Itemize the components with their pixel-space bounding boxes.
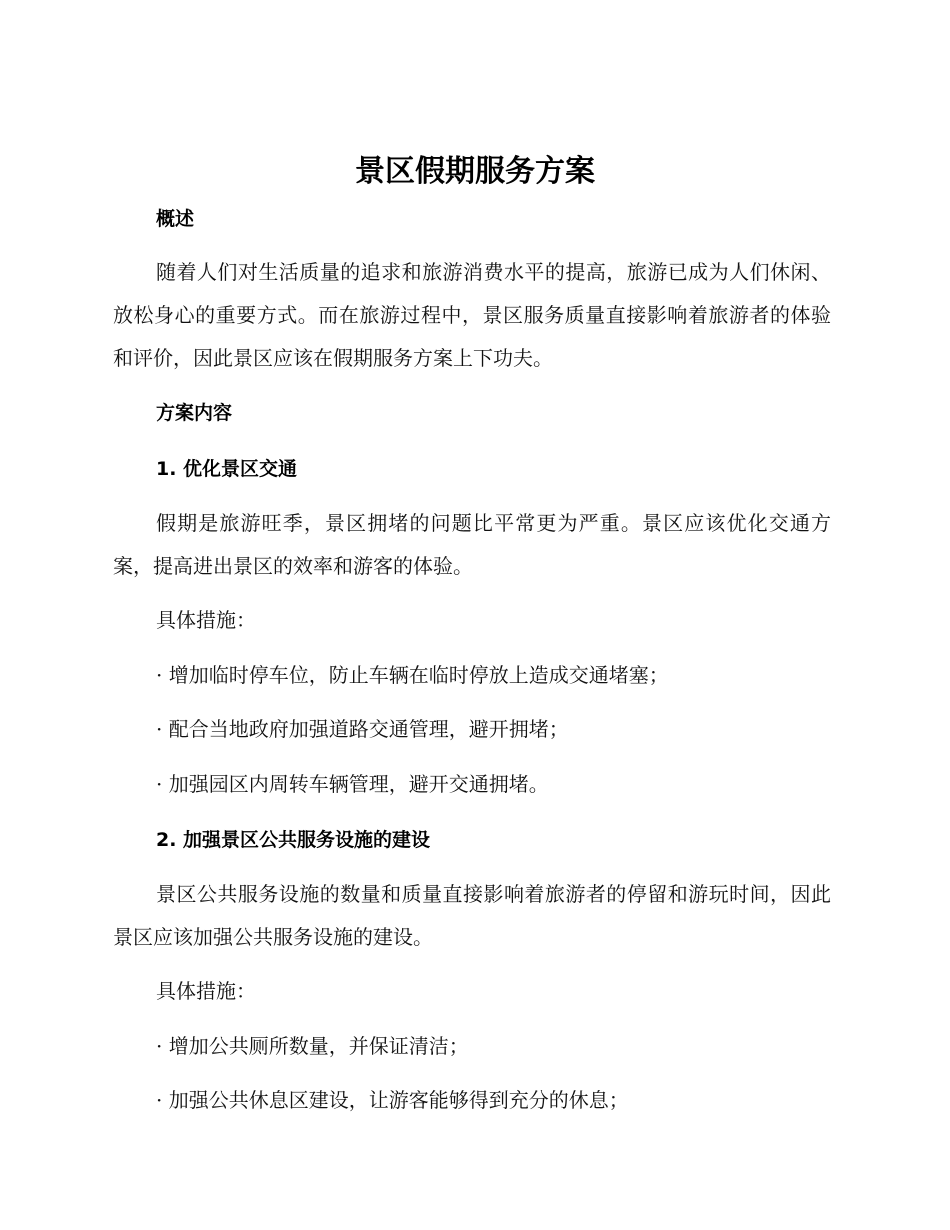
section1-list-item: · 配合当地政府加强道路交通管理，避开拥堵； (156, 717, 569, 741)
overview-heading: 概述 (156, 208, 195, 230)
section2-paragraph: 景区公共服务设施的数量和质量直接影响着旅游者的停留和游玩时间，因此景区应该加强公共服务设施的建设。 (113, 882, 831, 949)
content-heading: 方案内容 (156, 402, 233, 424)
section2-heading: 2. 加强景区公共服务设施的建设 (156, 829, 431, 851)
document-title: 景区假期服务方案 (355, 154, 595, 189)
overview-paragraph: 随着人们对生活质量的追求和旅游消费水平的提高，旅游已成为人们休闲、放松身心的重要方式。而在旅游过程中，景区服务质量直接影响着旅游者的体验和评价，因此景区应该在假期服务方案上下功夫。 (113, 260, 831, 370)
section1-paragraph: 假期是旅游旺季，景区拥堵的问题比平常更为严重。景区应该优化交通方案，提高进出景区的效率和游客的体验。 (113, 511, 831, 578)
section1-measures-label: 具体措施： (156, 608, 256, 632)
section2-list-item: · 加强公共休息区建设，让游客能够得到充分的休息； (156, 1088, 629, 1112)
section2-measures-label: 具体措施： (156, 979, 256, 1003)
section1-heading: 1. 优化景区交通 (156, 458, 298, 480)
section2-list-item: · 增加公共厕所数量，并保证清洁； (156, 1034, 469, 1058)
section1-list-item: · 加强园区内周转车辆管理，避开交通拥堵。 (156, 772, 549, 796)
section1-list-item: · 增加临时停车位，防止车辆在临时停放上造成交通堵塞； (156, 663, 669, 687)
